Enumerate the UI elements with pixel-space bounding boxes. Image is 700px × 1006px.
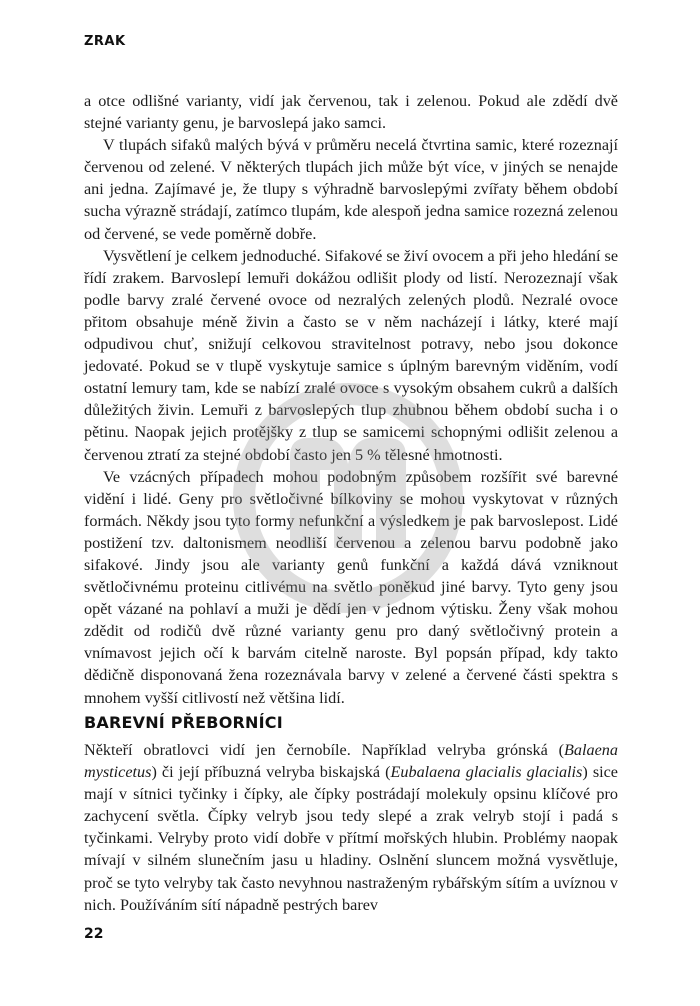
section-paragraph: [84, 739, 618, 916]
species-name-2: Eubalaena glacialis glacialis: [390, 763, 583, 782]
section-text: [84, 739, 618, 916]
section-heading: BAREVNÍ PŘEBORNÍCI: [84, 713, 283, 732]
paragraph-1: a otce odlišné varianty, vidí jak červenou, tak i zelenou. Pokud ale zdědí dvě stejné varianty genu, je barvoslepá jako samci.: [84, 92, 618, 133]
paragraph-3: Vysvětlení je celkem jednoduché. Sifakové se živí ovocem a při jeho hledání se řídí zrakem. Barvoslepí lemuři dokážou odlišit plody od listí. Nerozeznají však podle barvy zralé červené ovoce od nezralých zelených plodů. Nezralé ovoce přitom obsahuje méně živin a často se v něm nacházejí i látky, které mají odpudivou chuť, snižují celkovou stravitelnost potravy, nebo jsou dokonce jedovaté. Pokud se v tlupě vyskytuje samice s úplným barevným viděním, vodí ostatní lemury tam, kde se nabízí zralé ovoce s vysokým obsahem cukrů a dalších důležitých živin. Lemuři z barvoslepých tlup zhubnou během období sucha i o pětinu. Naopak jejich protějšky z tlup se samicemi schopnými odlišit zelenou a červenou ztratí za stejné období často jen 5 % tělesné hmotnosti.: [84, 246, 618, 464]
paragraph-2: V tlupách sifaků malých bývá v průměru necelá čtvrtina samic, které rozeznají červenou od zelené. V některých tlupách jich může být více, v jiných se nenajde ani jedna. Zajímavé je, že tlupy s výhradně barvoslepými zvířaty během období sucha výrazně strádají, zatímco tlupám, kde alespoň jedna samice rozezná zelenou od červené, se vede poměrně dobře.: [84, 136, 618, 243]
running-head: ZRAK: [84, 34, 126, 49]
page-number: 22: [84, 926, 104, 942]
paragraph-4: Ve vzácných případech mohou podobným způsobem rozšířit své barevné vidění i lidé. Geny pro světločivné bílkoviny se mohou vyskytovat v různých formách. Někdy jsou tyto formy nefunkční a výsledkem je pak barvoslepost. Lidé postižení tzv. daltonismem neodliší červenou a zelenou barvu podobně jako sifakové. Jindy jsou ale varianty genů funkční a každá dává vzniknout světločivnému proteinu citlivému na světlo poněkud jiné barvy. Tyto geny jsou opět vázané na pohlaví a muži je dědí jen v jednom výtisku. Ženy však mohou zdědit od rodičů dvě různé varianty genu pro daný světločivný protein a vnímavost jejich očí k barvám citelně naroste. Byl popsán případ, kdy takto dědičně disponovaná žena rozeznávala barvy v zelené a červené části spektra s mnohem vyšší citlivostí než většina lidí.: [84, 467, 618, 707]
section-text-3: ) sice mají v sítnici tyčinky i čípky, ale čípky postrádají molekuly opsinu klíčové pro zachycení světla. Čípky velryb jsou tedy slepé a zrak velryb stojí i padá s tyčinkami. Velryby proto vidí dobře v přítmí mořských hlubin. Problémy naopak mívají v silném slunečním jasu u hladiny. Oslnění sluncem možná vysvětluje, proč se tyto velryby tak často nevyhnou nastraženým rybářským sítím a uvíznou v nich. Používáním sítí nápadně pestrých barev: [84, 763, 618, 914]
body-text: [84, 90, 618, 709]
species-name-1: Balaena mysticetus: [84, 741, 618, 782]
section-text-2: ) či její příbuzná velryba biskajská (: [151, 763, 391, 782]
section-text-1: Někteří obratlovci vidí jen černobíle. Například velryba grónská (: [84, 741, 565, 759]
